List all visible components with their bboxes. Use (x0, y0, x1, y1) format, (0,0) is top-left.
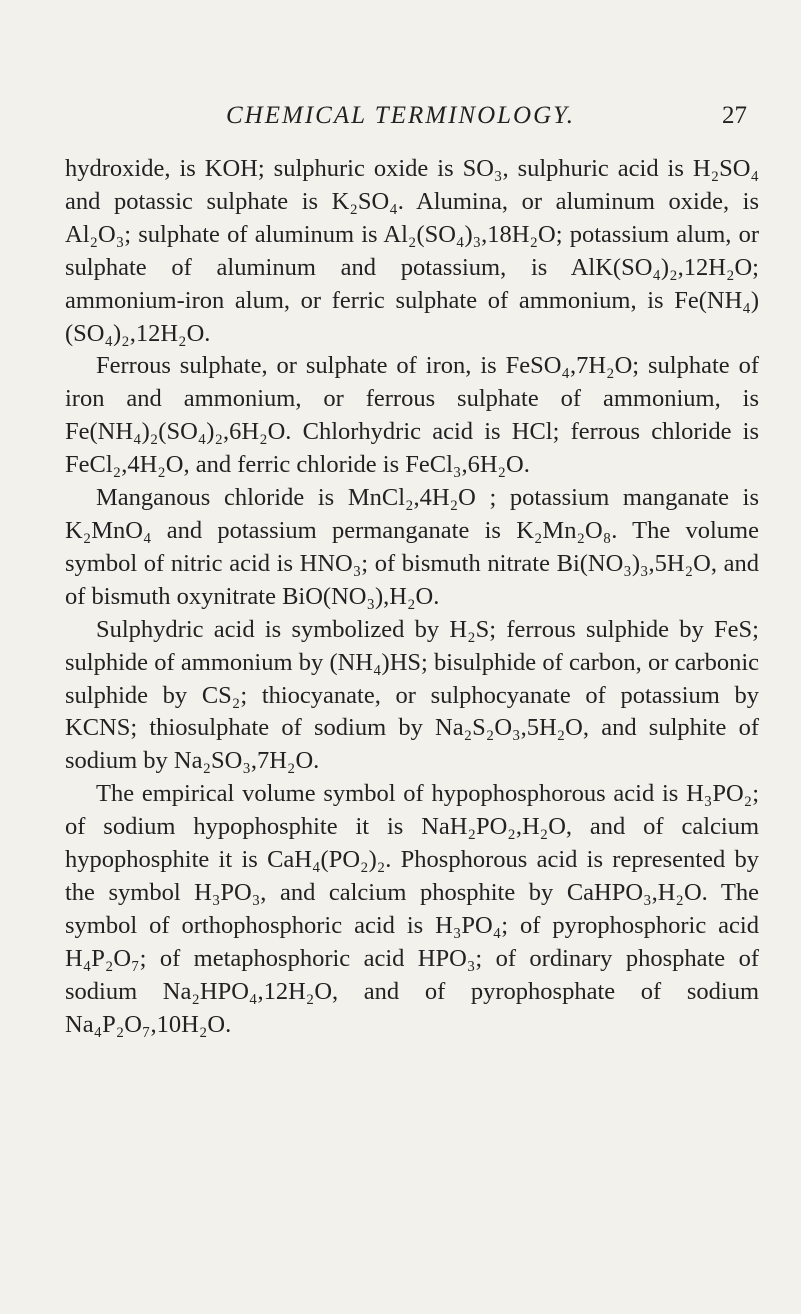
paragraph-hypophosphorous-acid: The empirical volume symbol of hypophosphorous acid is H₃PO₂; of sodium hypophosphite it is NaH₂PO₂,H₂O, and of calcium hypophosphite it is CaH₄(PO₂)₂. Phosphorous acid is represented by the symbol H₃PO₃, and calcium phosphite by CaHPO₃,H₂O. The symbol of orthophosphoric acid is H₃PO₄; of pyrophosphoric acid H₄P₂O₇; of metaphosphoric acid HPO₃; of ordinary phosphate of sodium Na₂HPO₄,12H₂O, and of pyrophosphate of sodium Na₄P₂O₇,10H₂O. (65, 780, 759, 1038)
body-text (65, 153, 759, 1041)
page-number: 27 (722, 102, 747, 129)
paragraph-manganous-chloride: Manganous chloride is MnCl₂,4H₂O ; potassium manganate is K₂MnO₄ and potassium permanganate is K₂Mn₂O₈. The volume symbol of nitric acid is HNO₃; of bismuth nitrate Bi(NO₃)₃,5H₂O, and of bismuth oxynitrate BiO(NO₃),H₂O. (65, 484, 759, 610)
running-head (0, 102, 801, 142)
paragraph-continuation: hydroxide, is KOH; sulphuric oxide is SO₃, sulphuric acid is H₂SO₄ and potassic sulphate is K₂SO₄. Alumina, or aluminum oxide, is Al₂O₃; sulphate of aluminum is Al₂(SO₄)₃,18H₂O; potassium alum, or sulphate of aluminum and potassium, is AlK(SO₄)₂,12H₂O; ammonium-iron alum, or ferric sulphate of ammonium, is Fe(NH₄)(SO₄)₂,12H₂O. (65, 155, 759, 347)
paragraph-sulphydric-acid: Sulphydric acid is symbolized by H₂S; ferrous sulphide by FeS; sulphide of ammonium by (NH₄)HS; bisulphide of carbon, or carbonic sulphide by CS₂; thiocyanate, or sulphocyanate of potassium by KCNS; thiosulphate of sodium by Na₂S₂O₃,5H₂O, and sulphite of sodium by Na₂SO₃,7H₂O. (65, 615, 759, 775)
running-title: CHEMICAL TERMINOLOGY. (226, 102, 575, 129)
paragraph-ferrous-sulphate: Ferrous sulphate, or sulphate of iron, is FeSO₄,7H₂O; sulphate of iron and ammonium, or ferrous sulphate of ammonium, is Fe(NH₄)₂(SO₄)₂,6H₂O. Chlorhydric acid is HCl; ferrous chloride is FeCl₂,4H₂O, and ferric chloride is FeCl₃,6H₂O. (65, 352, 759, 479)
